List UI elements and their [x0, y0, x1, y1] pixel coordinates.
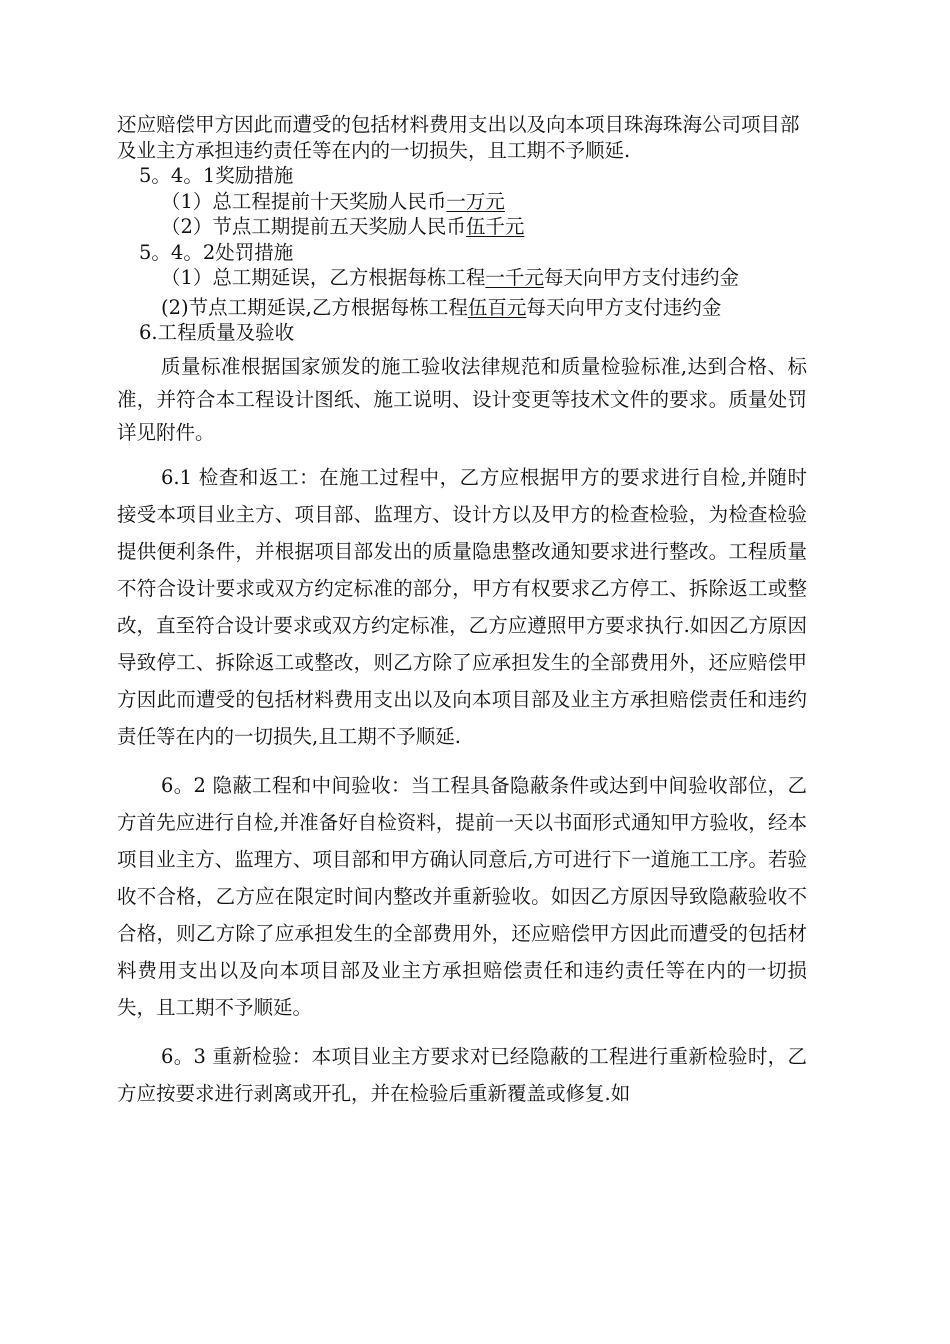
reward-item-2-text: （2）节点工期提前五天奖励人民币 — [161, 215, 466, 238]
intro-paragraph: 还应赔偿甲方因此而遭受的包括材料费用支出以及向本项目珠海珠海公司项目部及业主方承担违约责任等在内的一切损失，且工期不予顺延. — [117, 113, 800, 162]
section-6-1-paragraph: 6.1 检查和返工：在施工过程中，乙方应根据甲方的要求进行自检,并随时接受本项目业主方、项目部、监理方、设计方以及甲方的检查检验，为检查检验提供便利条件，并根据项目部发出的质量隐患整改通知要求进行整改。工程质量不符合设计要求或双方约定标准的部分，甲方有权要求乙方停工、拆除返工或整改，直至符合设计要求或双方约定标准，乙方应遵照甲方要求执行.如因乙方原因导致停工、拆除返工或整改，则乙方除了应承担发生的全部费用外，还应赔偿甲方因此而遭受的包括材料费用支出以及向本项目部及业主方承担赔偿责任和违约责任等在内的一切损失,且工期不予顺延. — [117, 465, 807, 748]
penalty-item-2-text: (2)节点工期延误,乙方根据每栋工程 — [161, 295, 468, 319]
penalty-item-1-text: （1）总工期延误，乙方根据每栋工程 — [161, 266, 486, 289]
penalty-item-1 — [117, 265, 807, 291]
quality-standard-paragraph: 质量标准根据国家颁发的施工验收法律规范和质量检验标准,达到合格、标准，并符合本工程设计图纸、施工说明、设计变更等技术文件的要求。质量处罚详见附件。 — [117, 354, 807, 444]
reward-item-1-amount: 一万元 — [446, 189, 505, 213]
section-6-2-paragraph: 6。2 隐蔽工程和中间验收：当工程具备隐蔽条件或达到中间验收部位，乙方首先应进行自检,并准备好自检资料，提前一天以书面形式通知甲方验收，经本项目业主方、监理方、项目部和甲方确认同意后,方可进行下一道施工工序。若验收不合格，乙方应在限定时间内整改并重新验收。如因乙方原因导致隐蔽验收不合格，则乙方除了应承担发生的全部费用外，还应赔偿甲方因此而遭受的包括材料费用支出以及向本项目部及业主方承担赔偿责任和违约责任等在内的一切损失，且工期不予顺延。 — [117, 773, 807, 1019]
section-6-3-paragraph: 6。3 重新检验：本项目业主方要求对已经隐蔽的工程进行重新检验时，乙方应按要求进行剥离或开孔，并在检验后重新覆盖或修复.如 — [117, 1044, 807, 1105]
reward-heading: 5。4。1奖励措施 — [139, 164, 294, 187]
reward-item-2-amount: 伍千元 — [465, 215, 525, 238]
penalty-item-2 — [117, 295, 807, 321]
penalty-item-2-tail: 每天向甲方支付违约金 — [526, 295, 722, 319]
reward-item-1 — [117, 189, 807, 215]
penalty-item-1-amount: 一千元 — [485, 266, 544, 289]
penalty-item-1-tail: 每天向甲方支付违约金 — [543, 266, 739, 289]
reward-item-2 — [117, 214, 807, 240]
quality-heading: 6.工程质量及验收 — [139, 321, 295, 344]
document-page — [117, 112, 807, 1112]
penalty-item-2-amount: 伍百元 — [467, 295, 527, 319]
penalty-heading: 5。4。2处罚措施 — [139, 240, 294, 264]
reward-item-1-text: （1）总工程提前十天奖励人民币 — [161, 189, 447, 213]
